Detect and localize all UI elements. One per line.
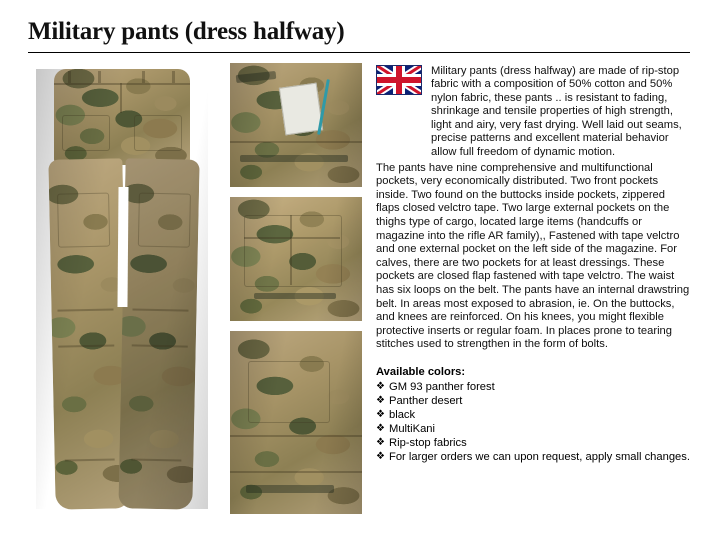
pants-leg-gap: [117, 186, 128, 306]
detail-photo-column: [230, 63, 362, 514]
list-item-label: black: [389, 408, 416, 421]
diamond-bullet-icon: ❖: [376, 422, 385, 434]
product-photo-detail-waistband: [230, 63, 362, 187]
union-jack-flag: [376, 65, 422, 95]
diamond-bullet-icon: ❖: [376, 408, 385, 420]
diamond-bullet-icon: ❖: [376, 394, 385, 406]
list-item: [376, 422, 690, 436]
available-colors-heading: Available colors:: [376, 365, 466, 378]
diamond-bullet-icon: ❖: [376, 436, 385, 448]
available-colors-list: [376, 380, 690, 464]
flag-and-intro: [376, 65, 690, 160]
diamond-bullet-icon: ❖: [376, 380, 385, 392]
list-item: [376, 436, 690, 450]
product-photo-detail-cargo-pocket: [230, 197, 362, 321]
list-item: [376, 408, 690, 422]
list-item-label: Rip-stop fabrics: [389, 436, 467, 449]
product-photo-detail-leg: [230, 331, 362, 514]
page-title: Military pants (dress halfway): [28, 18, 345, 45]
description-paragraph-2: The pants have nine comprehensive and multifunctional pockets, very economically distributed. Two front pockets inside. Two found on the buttocks inside pockets, zippered flaps closed velctro tape. Two large external pockets on the thighs type of cargo, located large items (handcuffs or magazine into the rifle AR family),, Fastened with tape velctro and one external pocket on the left side of the magazine. For calves, there are two pockets for at least dressings. These pockets are closed flap fastened with tape velctro. The waist has six loops on the belt. The pants have an internal drawstring belt. In areas most exposed to abrasion, ie. On the buttocks, and knees are reinforced. On his knees, you might flexible protective inserts or regular foam. In places prone to tearing stitches used to strengthen in the form of bolts.: [376, 161, 690, 351]
pants-waistband: [54, 69, 190, 165]
description-column: [376, 63, 690, 464]
diamond-bullet-icon: ❖: [376, 450, 385, 462]
list-item-label: MultiKani: [389, 422, 436, 435]
title-divider: [28, 52, 690, 53]
list-item: [376, 380, 690, 394]
list-item-label: GM 93 panther forest: [389, 380, 495, 393]
product-photo-pants-full: [28, 63, 218, 513]
description-paragraph-1: Military pants (dress halfway) are made of rip-stop fabric with a composition of 50% cotton and 50% nylon fabric, these pants .. is resistant to fading, shrinkage and tensile properties of high strength, light and airy, very fast drying. Well laid out seams, precise patterns and excellent material behavior allow full freedom of dynamic motion.: [431, 64, 682, 159]
content-area: [28, 63, 690, 514]
pants-right-leg: [118, 158, 199, 509]
list-item-label: For larger orders we can upon request, apply small changes.: [389, 450, 690, 463]
list-item: [376, 394, 690, 408]
pants-illustration: [36, 69, 208, 509]
list-item: [376, 450, 690, 464]
list-item-label: Panther desert: [389, 394, 463, 407]
